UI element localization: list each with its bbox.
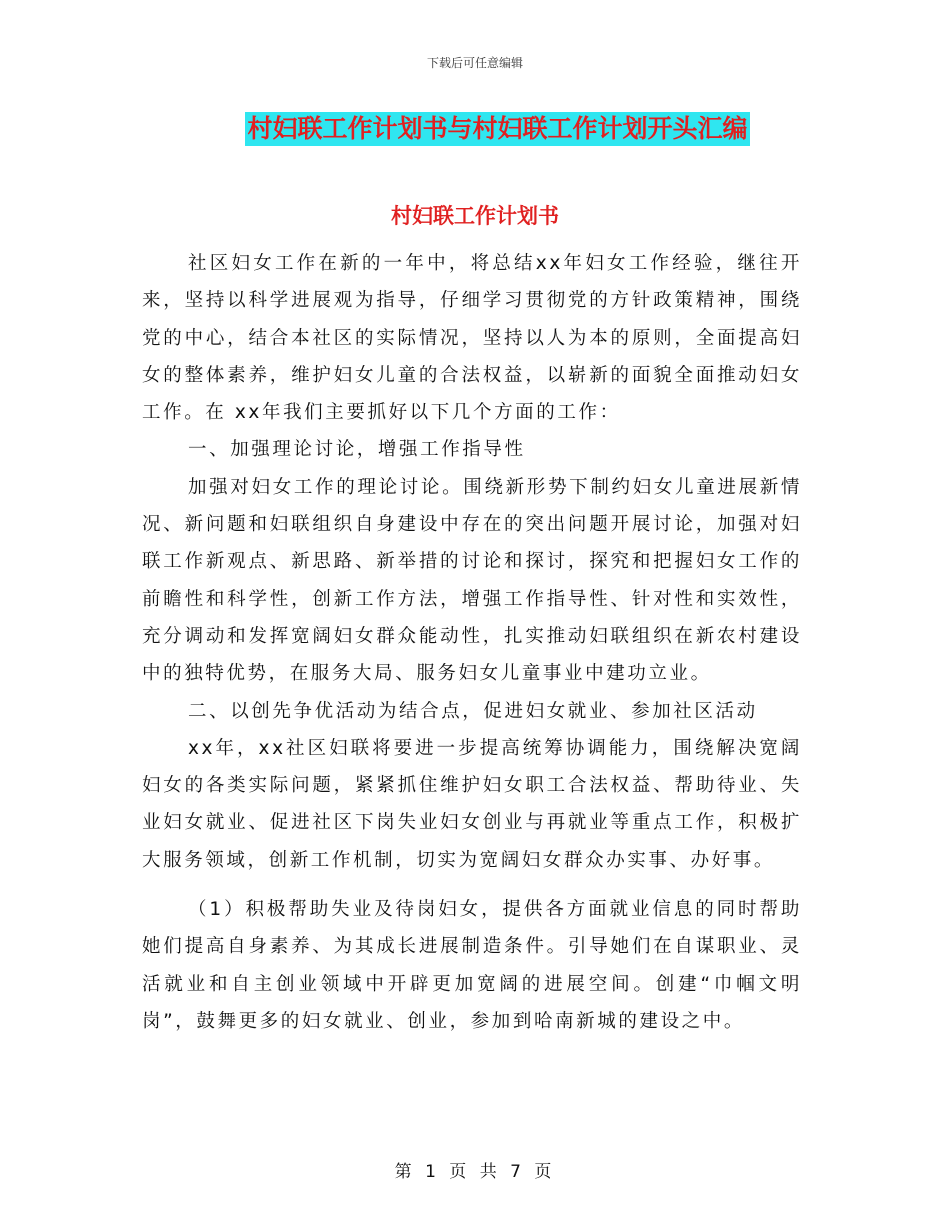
header-note: 下载后可任意编辑 xyxy=(426,56,523,70)
heading-2: 二、以创先争优活动为结合点，促进妇女就业、参加社区活动 xyxy=(188,700,758,722)
main-title-wrap xyxy=(0,112,950,146)
page-footer: 第 1 页 共 7 页 xyxy=(394,1162,556,1182)
paragraph-1: 加强对妇女工作的理论讨论。围绕新形势下制约妇女儿童进展新情况、新问题和妇联组织自身建设中存在的突出问题开展讨论，加强对妇联工作新观点、新思路、新举措的讨论和探讨，探究和把握妇女工作的前瞻性和科学性，创新工作方法，增强工作指导性、针对性和实效性，充分调动和发挥宽阔妇女群众能动性，扎实推动妇联组织在新农村建设中的独特优势，在服务大局、服务妇女儿童事业中建功立业。 xyxy=(142,476,802,685)
paragraph-intro: 社区妇女工作在新的一年中，将总结xx年妇女工作经验，继往开来，坚持以科学进展观为指导，仔细学习贯彻党的方针政策精神，围绕党的中心，结合本社区的实际情况，坚持以人为本的原则，全面提高妇女的整体素养，维护妇女儿童的合法权益，以崭新的面貌全面推动妇女工作。在 xx年我们主要抓好以下几个方面的工作： xyxy=(142,253,802,424)
paragraph-2: xx年，xx社区妇联将要进一步提高统筹协调能力，围绕解决宽阔妇女的各类实际问题，紧紧抓住维护妇女职工合法权益、帮助待业、失业妇女就业、促进社区下岗失业妇女创业与再就业等重点工作，积极扩大服务领域，创新工作机制，切实为宽阔妇女群众办实事、办好事。 xyxy=(142,737,802,871)
paragraph-3: （1）积极帮助失业及待岗妇女，提供各方面就业信息的同时帮助她们提高自身素养、为其成长进展制造条件。引导她们在自谋职业、灵活就业和自主创业领域中开辟更加宽阔的进展空间。创建“巾帼文明岗”，鼓舞更多的妇女就业、创业，参加到哈南新城的建设之中。 xyxy=(142,899,802,1032)
heading-1: 一、加强理论讨论，增强工作指导性 xyxy=(188,439,526,461)
document-body xyxy=(142,245,802,1040)
main-title: 村妇联工作计划书与村妇联工作计划开头汇编 xyxy=(245,112,749,146)
section-title: 村妇联工作计划书 xyxy=(391,204,559,228)
